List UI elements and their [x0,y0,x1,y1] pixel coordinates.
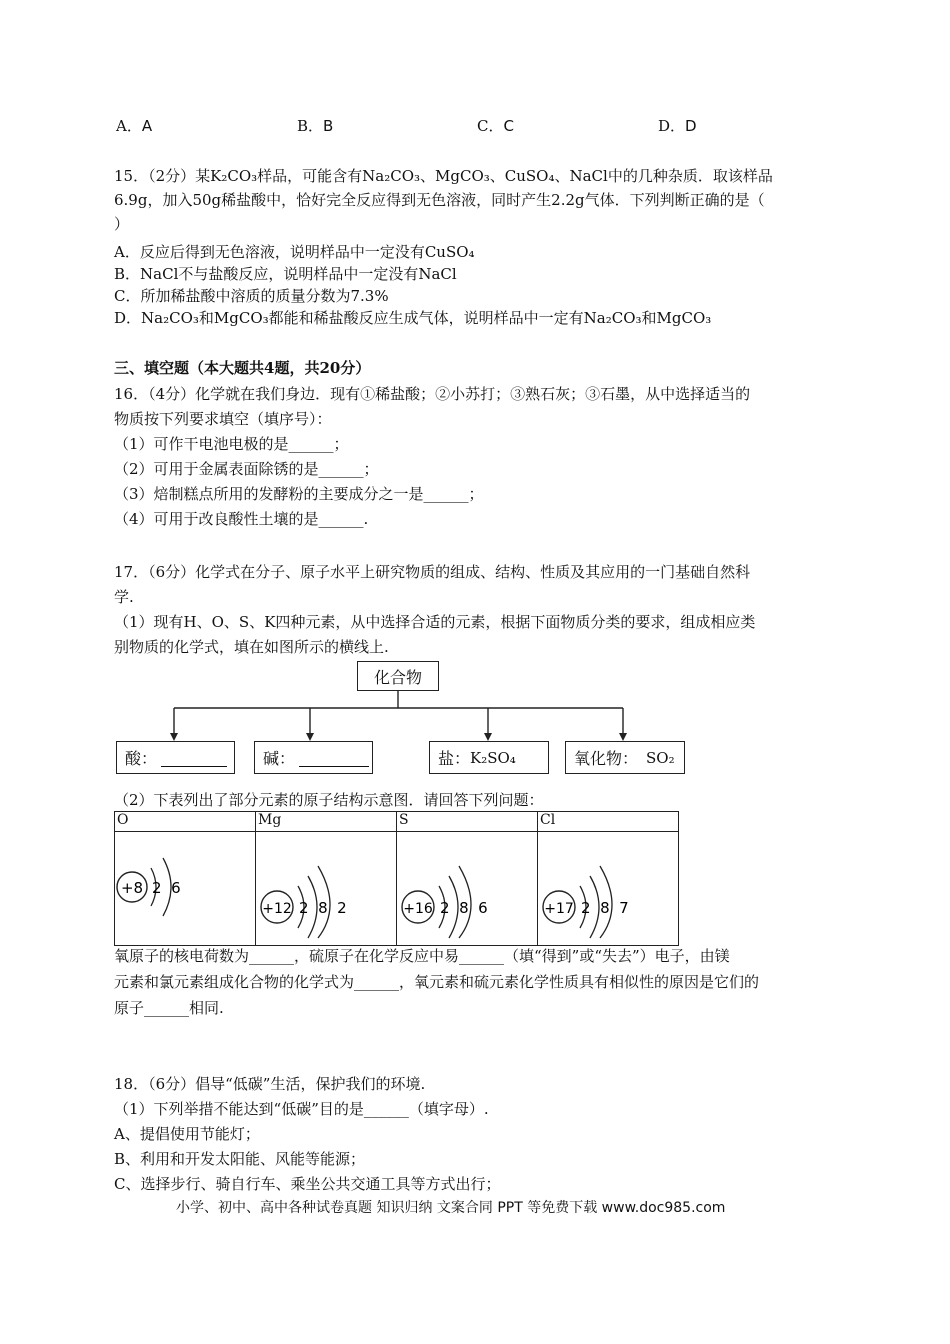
q17-stem-line2: 学. [114,588,134,606]
q17-part2-intro: （2）下表列出了部分元素的原子结构示意图．请回答下列问题： [114,791,544,809]
q16-item-1: （1）可作干电池电极的是______； [114,435,349,453]
q14-option-a: A．A [116,117,153,135]
atom-diagram-o [115,832,256,946]
q18-option-c: C、选择步行、骑自行车、乘坐公共交通工具等方式出行； [114,1175,501,1193]
tree-node-salt [429,741,549,774]
q17-part1-line1: （1）现有H、O、S、K四种元素，从中选择合适的元素，根据下面物质分类的要求，组成相应类 [114,613,756,631]
salt-label: 盐： [438,749,471,768]
q16-item-2: （2）可用于金属表面除锈的是______； [114,460,379,478]
svg-text:+17: +17 [544,901,574,917]
q16-stem-line1: 16．（4分）化学就在我们身边．现有①稀盐酸；②小苏打；③熟石灰；③石墨，从中选择适当的 [114,385,751,403]
base-blank [299,748,369,767]
q15-option-c: C．所加稀盐酸中溶质的质量分数为7.3% [114,287,389,305]
svg-text:2 8 7: 2 8 7 [581,899,629,917]
q14-option-b: B．B [297,117,334,135]
oxide-value: SO₂ [646,748,675,767]
svg-text:+8: +8 [120,879,144,897]
q15-stem-line1: 15．（2分）某K₂CO₃样品，可能含有Na₂CO₃、MgCO₃、CuSO₄、NaCl中的几种杂质．取该样品 [114,167,773,185]
tree-node-base [254,741,373,774]
q18-stem: 18．（6分）倡导“低碳”生活，保护我们的环境. [114,1075,426,1093]
section-title: 三、填空题（本大题共4题，共20分） [114,359,371,377]
atom-symbol-o: O [115,812,256,832]
q17-part1-line2: 别物质的化学式，填在如图所示的横线上. [114,638,389,656]
base-label: 碱： [263,749,296,768]
atom-diagram-mg [256,832,397,946]
oxide-label: 氧化物： [574,749,639,768]
atom-symbol-s: S [397,812,538,832]
svg-text:+16: +16 [403,901,433,917]
q16-stem-line2: 物质按下列要求填空（填序号）： [114,410,332,428]
svg-text:2 8 6: 2 8 6 [440,899,488,917]
q14-option-d: D．D [658,117,697,135]
q15-option-b: B．NaCl不与盐酸反应，说明样品中一定没有NaCl [114,265,457,283]
q15-option-a: A．反应后得到无色溶液，说明样品中一定没有CuSO₄ [114,243,475,261]
tree-node-acid [116,741,235,774]
atom-diagram-s [397,832,538,946]
q16-item-3: （3）焙制糕点所用的发酵粉的主要成分之一是______； [114,485,484,503]
atom-symbol-cl: Cl [538,812,679,832]
q18-part1: （1）下列举措不能达到“低碳”目的是______（填字母）. [114,1100,489,1118]
q18-option-a: A、提倡使用节能灯； [114,1125,260,1143]
q16-item-4: （4）可用于改良酸性土壤的是______. [114,510,369,528]
q15-option-d: D．Na₂CO₃和MgCO₃都能和稀盐酸反应生成气体，说明样品中一定有Na₂CO₃和MgCO₃ [114,309,712,327]
q17-part2-question-line2: 元素和氯元素组成化合物的化学式为______，氧元素和硫元素化学性质具有相似性的原因是它们的 [114,973,760,991]
svg-text:2 6: 2 6 [152,879,181,897]
q14-option-c: C．C [477,117,514,135]
q18-option-b: B、利用和开发太阳能、风能等能源； [114,1150,366,1168]
q17-part2-question-line3: 原子______相同. [114,999,224,1017]
page-footer: 小学、初中、高中各种试卷真题 知识归纳 文案合同 PPT 等免费下载 www.doc985.com [176,1200,726,1216]
atom-structure-table [114,811,679,946]
q15-stem-line3: ） [114,215,130,233]
tree-root-compound: 化合物 [357,661,439,691]
atom-diagram-cl [538,832,679,946]
q17-part2-question-line1: 氧原子的核电荷数为______，硫原子在化学反应中易______（填“得到”或“失去”）电子，由镁 [114,947,730,965]
q15-stem-line2: 6.9g，加入50g稀盐酸中，恰好完全反应得到无色溶液，同时产生2.2g气体．下列判断正确的是（ [114,191,765,209]
svg-text:+12: +12 [262,901,292,917]
q17-stem-line1: 17．（6分）化学式在分子、原子水平上研究物质的组成、结构、性质及其应用的一门基础自然科 [114,563,751,581]
salt-value: K₂SO₄ [470,748,516,767]
atom-symbol-mg: Mg [256,812,397,832]
svg-text:2 8 2: 2 8 2 [299,899,347,917]
acid-blank [161,748,227,767]
tree-node-oxide [565,741,685,774]
acid-label: 酸： [125,749,158,768]
